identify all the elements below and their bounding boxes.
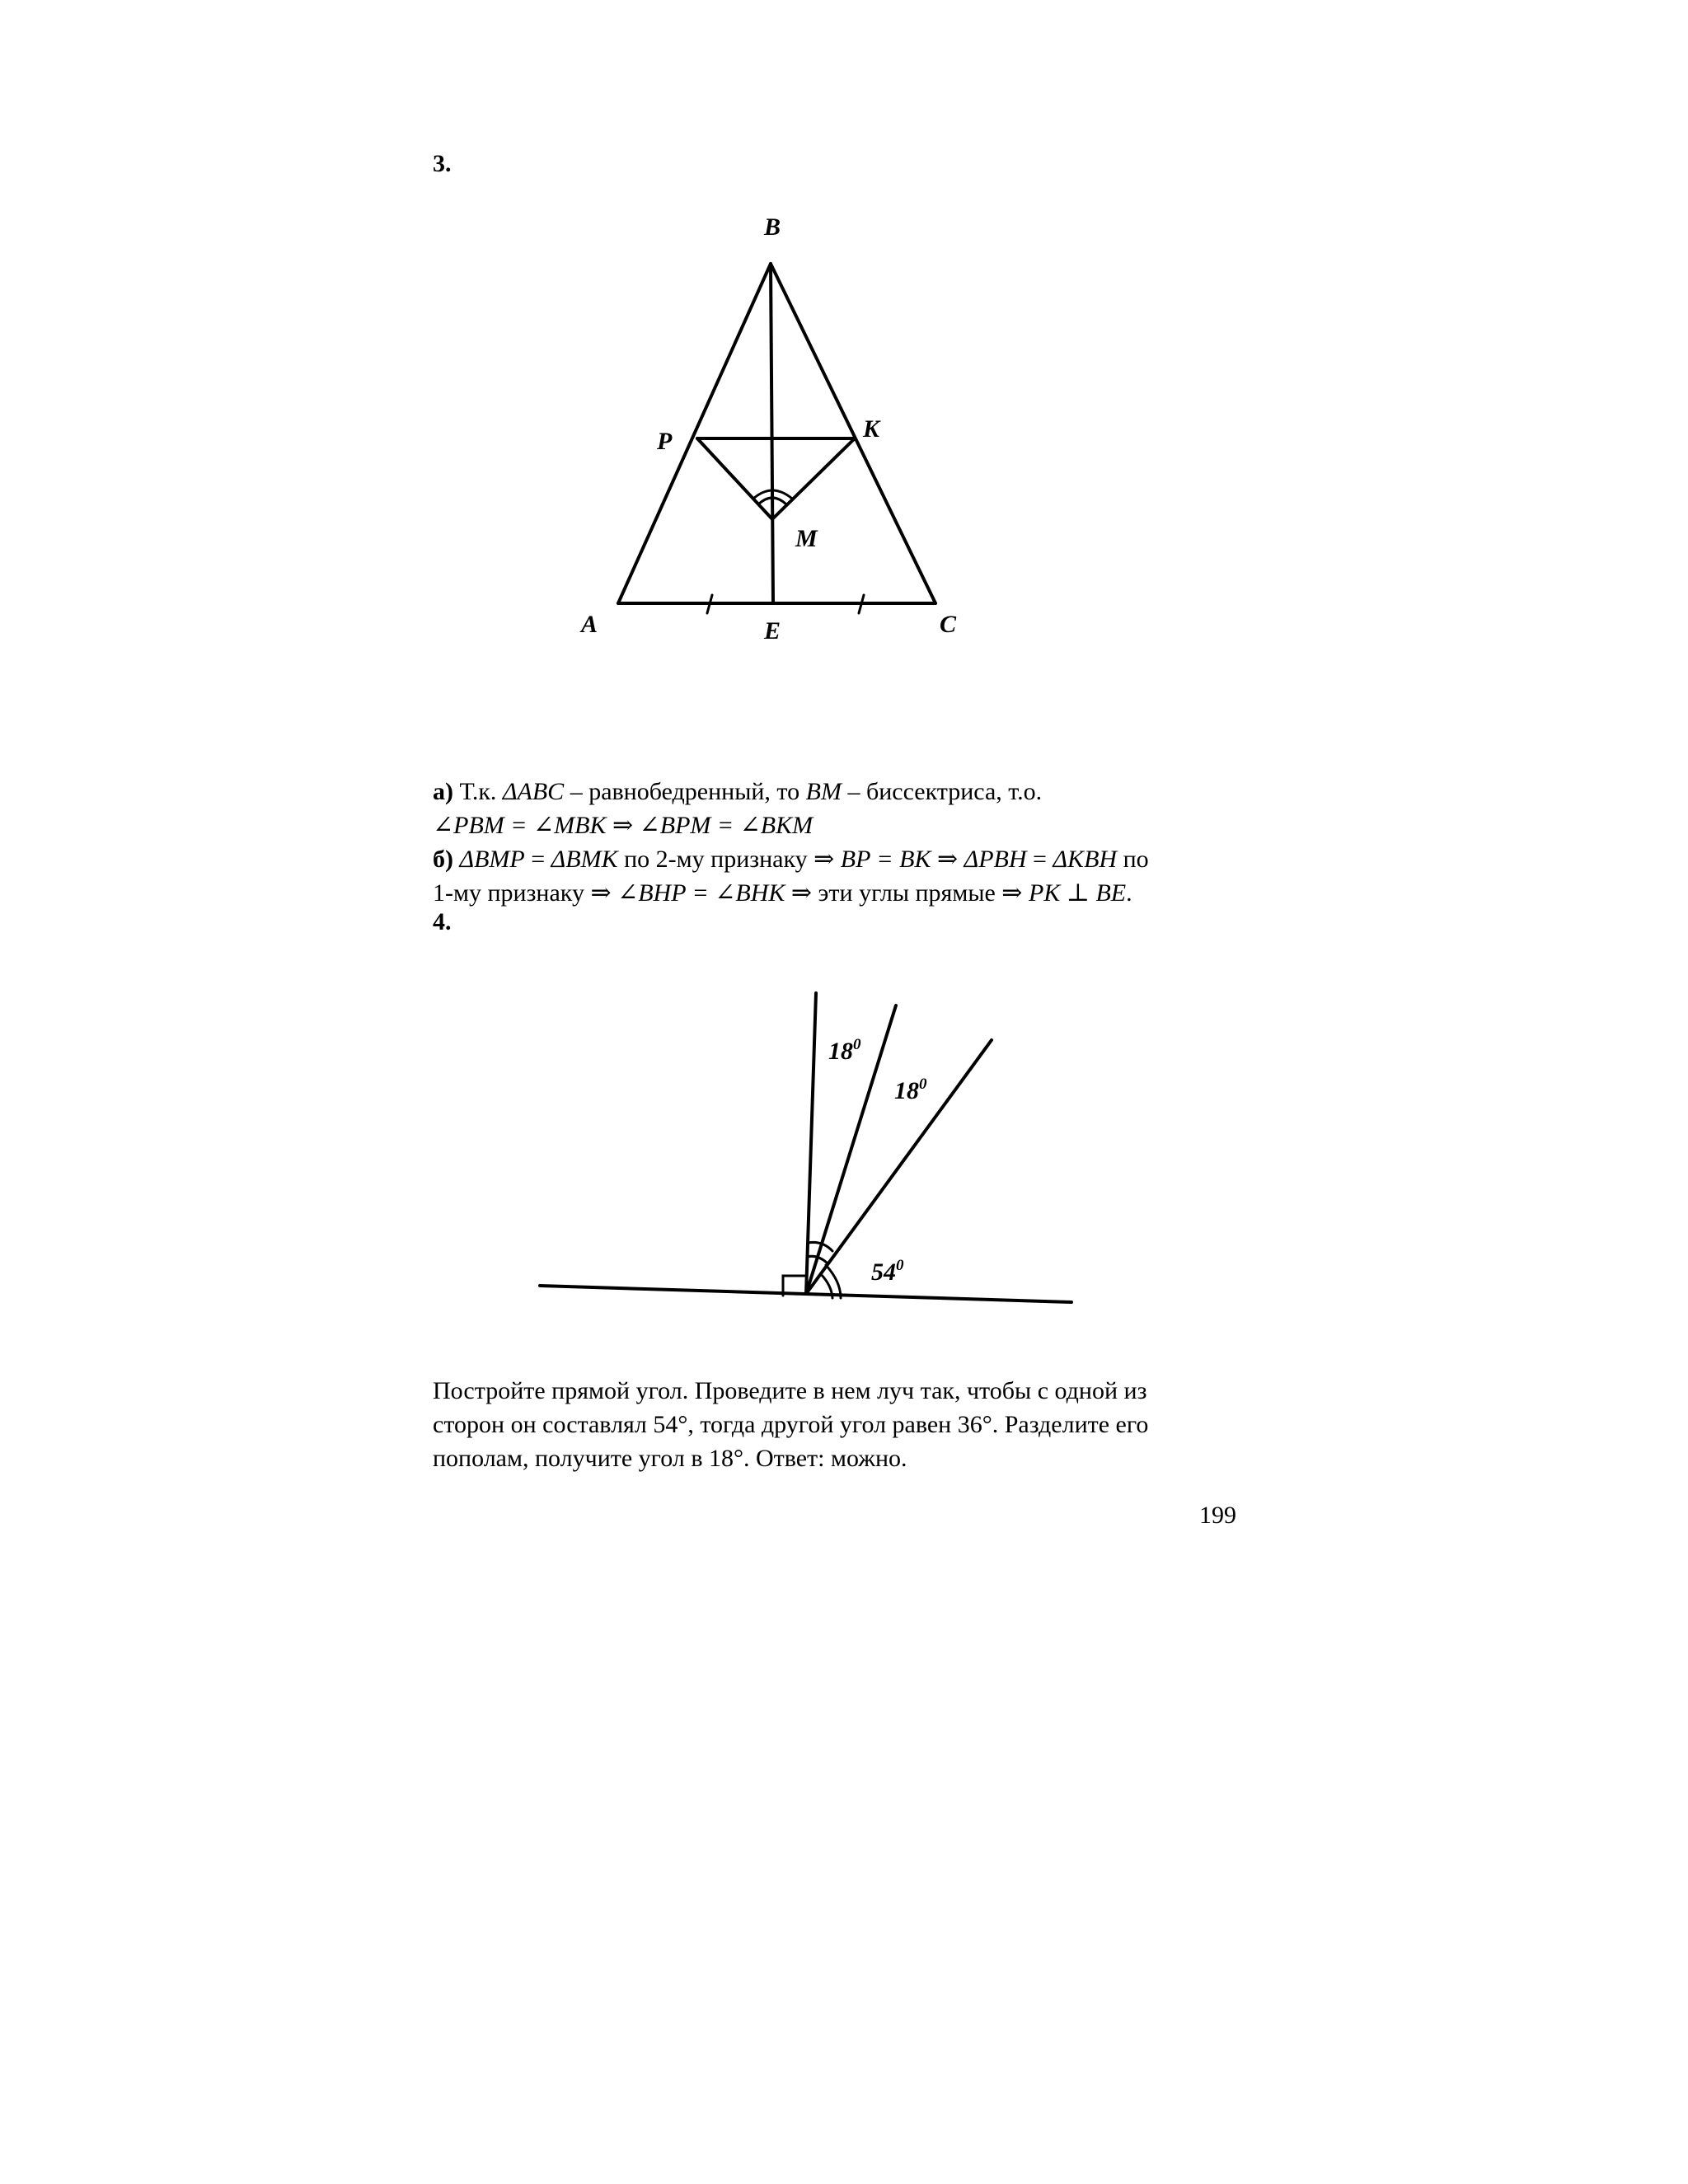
problem-3-number: 3.: [433, 150, 452, 177]
part-a-label: а): [433, 778, 453, 805]
text-fragment: ⇒: [931, 846, 964, 873]
math-fragment: PK ⊥ BE: [1028, 879, 1127, 907]
problem-4-solution: [433, 1374, 1257, 1475]
label-m: M: [795, 525, 818, 552]
angle-figure: [528, 972, 1104, 1335]
text-fragment: – равнобедренный, то: [564, 778, 806, 805]
text-fragment: Т.к.: [453, 778, 503, 805]
math-fragment: ΔABC: [502, 778, 565, 805]
text-fragment: по: [1117, 846, 1149, 873]
solution4-line-1: Постройте прямой угол. Проведите в нем луч так, чтобы с одной из: [433, 1377, 1147, 1404]
math-fragment: BM: [805, 778, 842, 805]
part-b-label: б): [433, 846, 453, 873]
side-ab: [618, 264, 771, 603]
math-fragment: ΔBMP: [459, 846, 525, 873]
side-bc: [771, 264, 935, 603]
segment-be: [771, 264, 773, 603]
text-fragment: ⇒ эти углы прямые ⇒: [785, 879, 1029, 907]
text-fragment: 1-му признаку ⇒: [433, 879, 618, 907]
label-c: C: [940, 611, 957, 638]
text-fragment: [453, 846, 460, 873]
angle-diagram: [528, 972, 1104, 1335]
label-angle-top: $18^0$: [828, 1036, 861, 1065]
text-fragment: по 2-му признаку ⇒: [617, 846, 841, 873]
label-angle-middle: $18^0$: [894, 1076, 927, 1104]
math-fragment: ∠BHP = ∠BHK: [617, 879, 785, 907]
label-b: B: [764, 213, 781, 241]
label-k: K: [863, 415, 880, 443]
solution-line-1: [433, 775, 1257, 808]
label-angle-54: $54^0$: [871, 1257, 904, 1286]
label-a: A: [581, 611, 598, 638]
math-fragment: ΔPBH: [964, 846, 1027, 873]
math-fragment: ΔBMK: [551, 846, 618, 873]
solution4-line-3: пополам, получите угол в 18°. Ответ: можно.: [433, 1445, 907, 1472]
math-fragment: ΔKBH: [1053, 846, 1118, 873]
segment-km: [772, 438, 855, 519]
solution4-line-2: сторон он составлял 54°, тогда другой угол равен 36°. Разделите его: [433, 1411, 1149, 1438]
triangle-figure: [560, 198, 989, 709]
math-fragment: BP = BK: [840, 846, 931, 873]
problem-3-solution: [433, 775, 1257, 910]
label-p: P: [657, 428, 673, 455]
ray-vertical: [806, 993, 816, 1294]
triangle-diagram: [560, 198, 989, 709]
solution-line-4: [433, 876, 1257, 910]
problem-4-number: 4.: [433, 908, 452, 935]
text-fragment: – биссектриса, т.о.: [841, 778, 1043, 805]
solution-line-3: [433, 842, 1257, 876]
label-e: E: [764, 617, 781, 644]
segment-pm: [697, 438, 772, 519]
text-fragment: .: [1126, 879, 1132, 907]
text-fragment: =: [524, 846, 551, 873]
page-number: 199: [1199, 1502, 1236, 1529]
solution-line-2: ∠PBM = ∠MBK ⇒ ∠BPM = ∠BKM: [433, 812, 814, 839]
text-fragment: =: [1026, 846, 1053, 873]
